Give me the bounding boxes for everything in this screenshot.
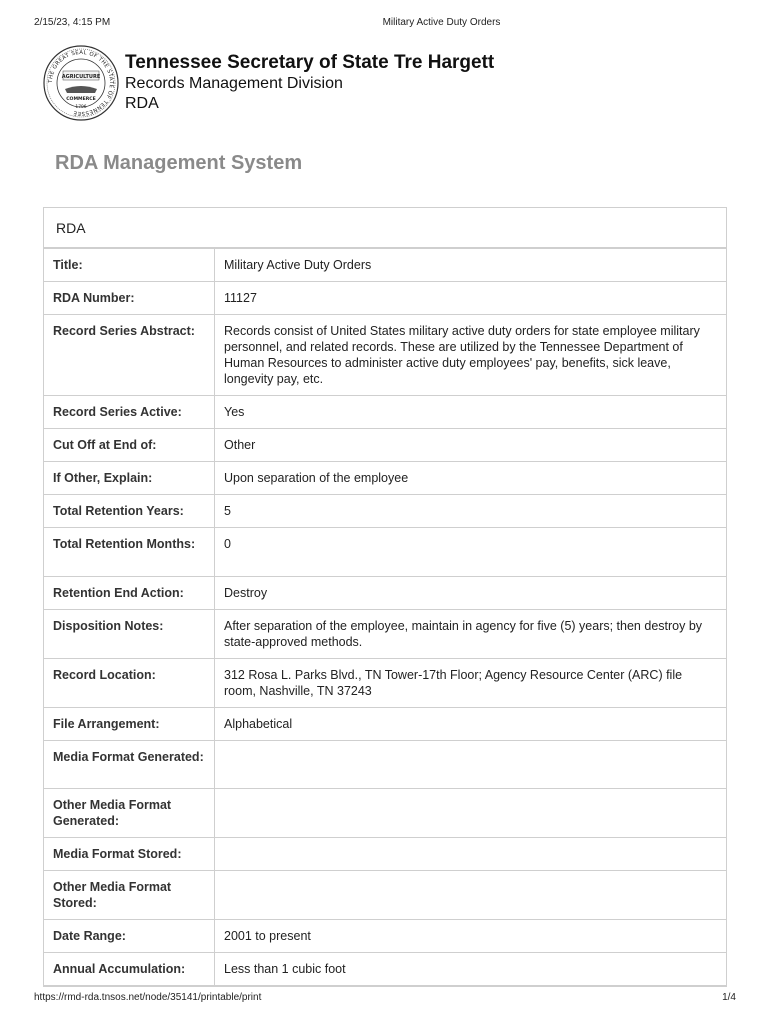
row-value: Less than 1 cubic foot (215, 953, 727, 986)
table-row (44, 708, 727, 741)
row-value (215, 871, 727, 920)
row-value: Alphabetical (215, 708, 727, 741)
rda-panel (43, 207, 727, 987)
table-row (44, 528, 727, 577)
row-label: Total Retention Months: (44, 528, 215, 577)
row-value: 2001 to present (215, 920, 727, 953)
row-value: Other (215, 429, 727, 462)
table-row (44, 838, 727, 871)
row-label: Disposition Notes: (44, 610, 215, 659)
row-label: Record Location: (44, 659, 215, 708)
row-value: After separation of the employee, maintain in agency for five (5) years; then destroy by state-approved methods. (215, 610, 727, 659)
agency-title: Tennessee Secretary of State Tre Hargett (125, 52, 495, 73)
table-row (44, 282, 727, 315)
table-row (44, 953, 727, 986)
seal-ring-text: THE GREAT SEAL OF THE STATE OF TENNESSEE (47, 49, 115, 117)
table-row (44, 462, 727, 495)
row-value: 312 Rosa L. Parks Blvd., TN Tower-17th Floor; Agency Resource Center (ARC) file room, Nashville, TN 37243 (215, 659, 727, 708)
row-label: Cut Off at End of: (44, 429, 215, 462)
row-value: Destroy (215, 577, 727, 610)
row-value: Upon separation of the employee (215, 462, 727, 495)
row-label: Record Series Active: (44, 396, 215, 429)
table-row (44, 610, 727, 659)
row-value: Yes (215, 396, 727, 429)
row-label: Annual Accumulation: (44, 953, 215, 986)
tennessee-seal-logo (43, 45, 119, 121)
row-value: 11127 (215, 282, 727, 315)
table-row (44, 495, 727, 528)
print-page-number: 1/4 (722, 992, 736, 1003)
row-label: File Arrangement: (44, 708, 215, 741)
table-row (44, 315, 727, 396)
seal-agriculture-text: AGRICULTURE (61, 74, 101, 80)
table-row (44, 577, 727, 610)
row-value: 0 (215, 528, 727, 577)
row-value (215, 838, 727, 871)
rda-details-table (43, 248, 727, 986)
print-header (0, 17, 770, 31)
row-label: Total Retention Years: (44, 495, 215, 528)
table-row (44, 871, 727, 920)
row-label: Other Media Format Stored: (44, 871, 215, 920)
table-row (44, 741, 727, 789)
table-row (44, 789, 727, 838)
table-row (44, 920, 727, 953)
row-label: Media Format Generated: (44, 741, 215, 789)
row-label: Retention End Action: (44, 577, 215, 610)
row-label: Title: (44, 249, 215, 282)
row-label: Record Series Abstract: (44, 315, 215, 396)
print-url: https://rmd-rda.tnsos.net/node/35141/printable/print (34, 992, 262, 1003)
row-label: If Other, Explain: (44, 462, 215, 495)
row-value: Military Active Duty Orders (215, 249, 727, 282)
row-label: Date Range: (44, 920, 215, 953)
seal-year-text: 1796 (75, 105, 87, 110)
system-title: RDA Management System (55, 152, 303, 174)
table-row (44, 249, 727, 282)
agency-division: Records Management Division (125, 75, 343, 92)
row-label: Other Media Format Generated: (44, 789, 215, 838)
row-value (215, 789, 727, 838)
seal-commerce-text: COMMERCE (66, 97, 96, 102)
table-row (44, 396, 727, 429)
panel-heading: RDA (44, 208, 726, 248)
row-label: RDA Number: (44, 282, 215, 315)
print-datetime: 2/15/23, 4:15 PM (34, 17, 111, 28)
row-value: Records consist of United States military active duty orders for state employee military personnel, and related records. These are utilized by the Tennessee Department of Human Resources to administer active duty employees' pay, benefits, sick leave, longevity pay, etc. (215, 315, 727, 396)
row-value: 5 (215, 495, 727, 528)
table-row (44, 429, 727, 462)
agency-rda: RDA (125, 95, 159, 112)
print-title: Military Active Duty Orders (382, 17, 501, 28)
table-row (44, 659, 727, 708)
row-value (215, 741, 727, 789)
row-label: Media Format Stored: (44, 838, 215, 871)
